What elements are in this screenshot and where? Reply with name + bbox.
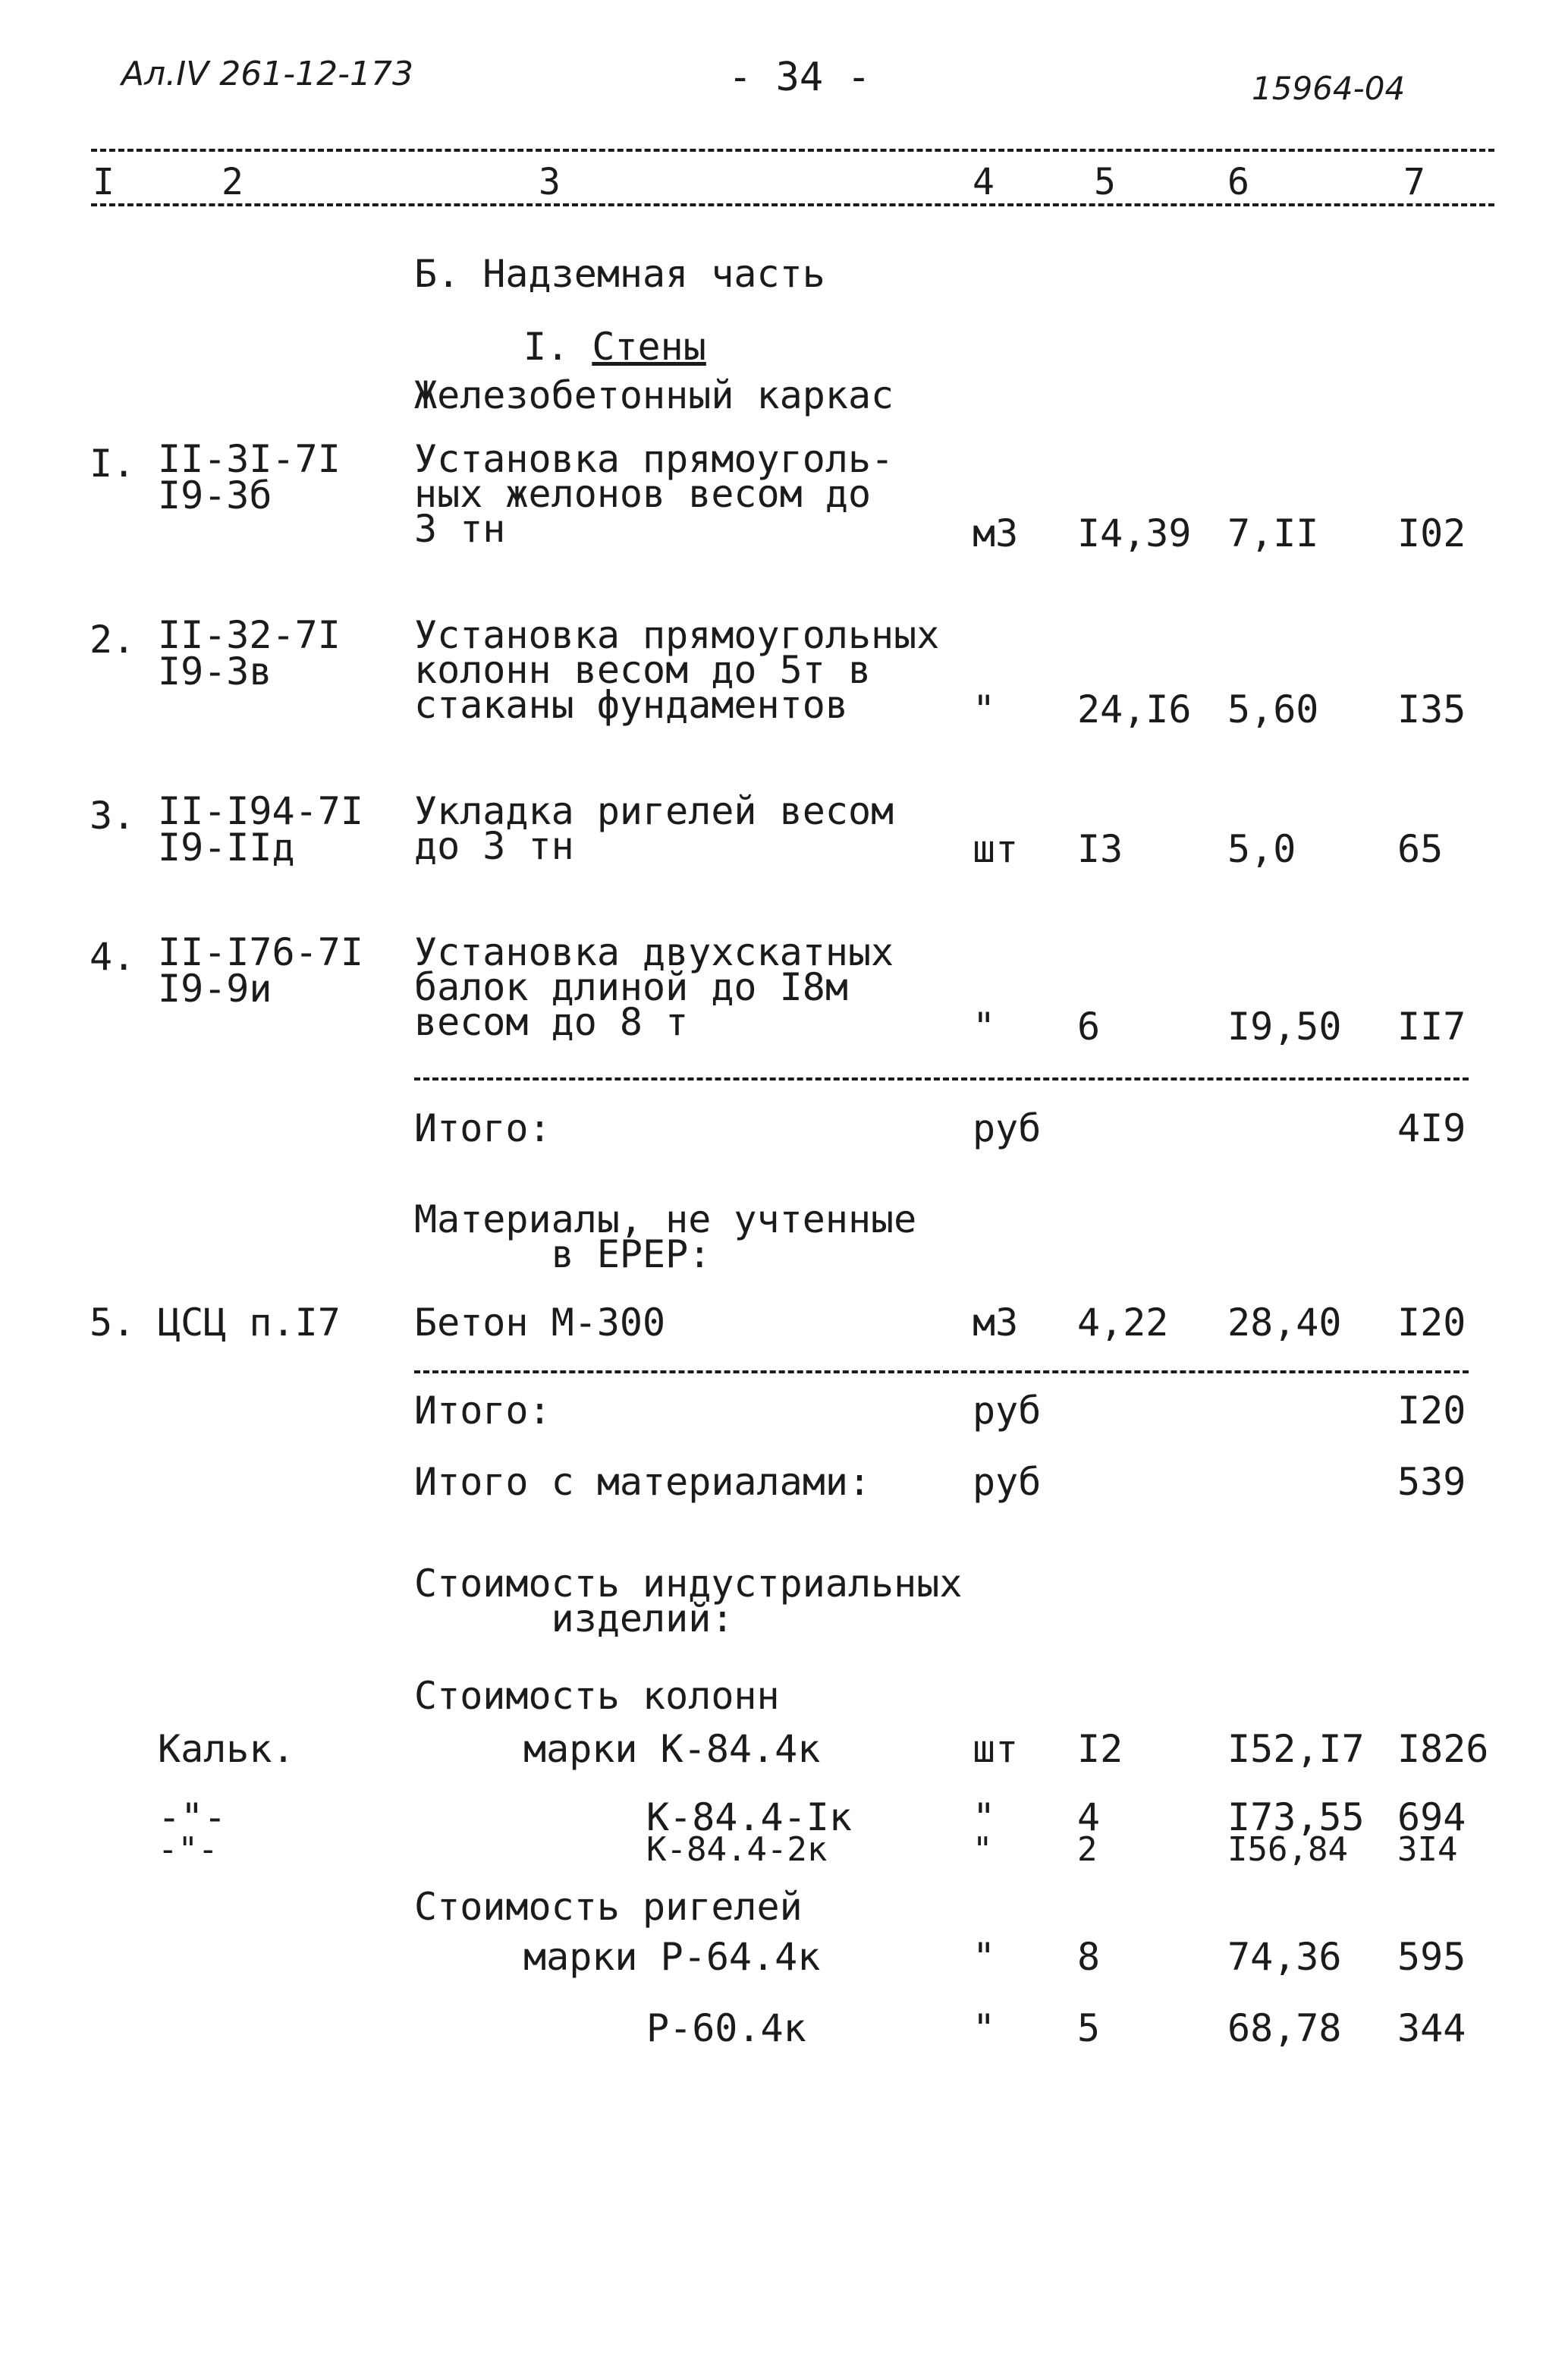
girder-item-2-quantity: 5 <box>1077 2006 1101 2050</box>
row-2-total: I35 <box>1397 687 1466 731</box>
row-4-code-primary: II-I76-7I <box>158 930 363 974</box>
row-1-number: I. <box>90 442 136 486</box>
girder-item-2-unit-price: 68,78 <box>1227 2006 1342 2050</box>
subtotal-1-unit: руб <box>973 1106 1042 1150</box>
row-5-quantity: 4,22 <box>1077 1301 1169 1345</box>
subtotal-2-label: Итого: <box>414 1389 551 1433</box>
row-1-code-secondary: I9-3б <box>158 473 272 517</box>
subtotal-2-unit: руб <box>973 1389 1042 1433</box>
column-item-3-unit-price: I56,84 <box>1227 1830 1348 1869</box>
row-3-unit: шт <box>973 827 1019 871</box>
girder-item-2-description: Р-60.4к <box>646 2006 806 2050</box>
row-2-unit-price: 5,60 <box>1227 687 1319 731</box>
column-number-7: 7 <box>1403 161 1425 203</box>
row-3-code-primary: II-I94-7I <box>158 789 363 833</box>
row-1-total: I02 <box>1397 511 1466 555</box>
header-divider-bottom <box>91 203 1494 206</box>
row-2-description: Установка прямоугольных колонн весом до 5т в стаканы фундаментов <box>414 613 940 727</box>
girder-item-1-unit-price: 74,36 <box>1227 1935 1342 1979</box>
row-1-code-primary: II-3I-7I <box>158 437 341 481</box>
column-number-3: 3 <box>539 161 561 203</box>
column-item-2-reference: -"- <box>158 1795 227 1839</box>
row-4-total: II7 <box>1397 1005 1466 1049</box>
row-4-description: Установка двухскатных балок длиной до I8м весом до 8 т <box>414 930 894 1044</box>
row-1-unit-price: 7,II <box>1227 511 1319 555</box>
section-title: Б. Надземная часть <box>414 252 825 296</box>
row-5-code: ЦСЦ п.I7 <box>158 1301 341 1345</box>
column-item-1-description: марки К-84.4к <box>523 1727 821 1771</box>
subsection-number: I. <box>523 325 592 369</box>
column-item-1-unit-price: I52,I7 <box>1227 1727 1365 1771</box>
row-3-unit-price: 5,0 <box>1227 827 1296 871</box>
row-1-description: Установка прямоуголь- ных желонов весом до 3 тн <box>414 437 894 551</box>
subtotal-divider-2 <box>414 1370 1469 1373</box>
girder-item-2-unit: " <box>973 2006 996 2050</box>
girder-item-1-total: 595 <box>1397 1935 1466 1979</box>
header-divider-top <box>91 149 1494 152</box>
row-3-code-secondary: I9-IIд <box>158 826 295 870</box>
row-5-description: Бетон М-300 <box>414 1301 666 1345</box>
row-2-number: 2. <box>90 618 136 662</box>
row-5-total: I20 <box>1397 1301 1466 1345</box>
column-number-5: 5 <box>1094 161 1116 203</box>
column-number-1: I <box>93 161 115 203</box>
column-item-2-description: К-84.4-Iк <box>646 1795 852 1839</box>
column-item-1-reference: Кальк. <box>158 1727 295 1771</box>
column-number-2: 2 <box>222 161 244 203</box>
row-4-unit-price: I9,50 <box>1227 1005 1342 1049</box>
subtotal-3-total: 539 <box>1397 1460 1466 1504</box>
girder-item-1-quantity: 8 <box>1077 1935 1101 1979</box>
girder-item-2-total: 344 <box>1397 2006 1466 2050</box>
subtotal-1-label: Итого: <box>414 1106 551 1150</box>
girders-cost-heading: Стоимость ригелей <box>414 1885 803 1929</box>
row-1-quantity: I4,39 <box>1077 511 1192 555</box>
column-item-3-description: К-84.4-2к <box>646 1830 828 1869</box>
column-item-3-total: 3I4 <box>1397 1830 1458 1869</box>
subtotal-2-total: I20 <box>1397 1389 1466 1433</box>
column-item-1-total: I826 <box>1397 1727 1489 1771</box>
column-item-2-total: 694 <box>1397 1795 1466 1839</box>
subtotal-3-label: Итого с материалами: <box>414 1460 872 1504</box>
row-4-number: 4. <box>90 935 136 979</box>
row-5-unit: м3 <box>973 1301 1019 1345</box>
row-3-description: Укладка ригелей весом до 3 тн <box>414 789 894 868</box>
document-code: 15964-04 <box>1252 70 1406 107</box>
columns-cost-heading: Стоимость колонн <box>414 1674 780 1718</box>
row-2-code-secondary: I9-3в <box>158 650 272 694</box>
column-item-2-unit: " <box>973 1795 996 1839</box>
column-item-1-quantity: I2 <box>1077 1727 1123 1771</box>
subtotal-1-total: 4I9 <box>1397 1106 1466 1150</box>
column-item-2-quantity: 4 <box>1077 1795 1101 1839</box>
album-reference: Ал.IV 261-12-173 <box>121 55 413 93</box>
materials-heading: Материалы, не учтенные в ЕРЕР: <box>414 1197 917 1276</box>
subtotal-divider-1 <box>414 1077 1469 1081</box>
row-3-total: 65 <box>1397 827 1444 871</box>
group-title: Железобетонный каркас <box>414 373 894 417</box>
column-item-3-reference: -"- <box>158 1830 218 1869</box>
row-1-unit: м3 <box>973 511 1019 555</box>
subsection-title <box>523 325 706 369</box>
column-number-4: 4 <box>973 161 995 203</box>
row-5-unit-price: 28,40 <box>1227 1301 1342 1345</box>
row-2-quantity: 24,I6 <box>1077 687 1192 731</box>
row-3-number: 3. <box>90 794 136 838</box>
column-item-3-unit: " <box>973 1830 993 1869</box>
column-item-3-quantity: 2 <box>1077 1830 1098 1869</box>
column-item-2-unit-price: I73,55 <box>1227 1795 1365 1839</box>
subsection-label: Стены <box>592 325 706 369</box>
industrial-products-heading: Стоимость индустриальных изделий: <box>414 1562 963 1640</box>
row-2-unit: " <box>973 687 996 731</box>
row-2-code-primary: II-32-7I <box>158 613 341 657</box>
row-4-code-secondary: I9-9и <box>158 967 272 1011</box>
column-item-1-unit: шт <box>973 1727 1019 1771</box>
subtotal-3-unit: руб <box>973 1460 1042 1504</box>
row-4-unit: " <box>973 1005 996 1049</box>
girder-item-1-description: марки Р-64.4к <box>523 1935 821 1979</box>
row-4-quantity: 6 <box>1077 1005 1101 1049</box>
girder-item-1-unit: " <box>973 1935 996 1979</box>
row-3-quantity: I3 <box>1077 827 1123 871</box>
row-5-number: 5. <box>90 1301 136 1345</box>
page-number: - 34 - <box>728 55 871 100</box>
column-number-6: 6 <box>1227 161 1249 203</box>
